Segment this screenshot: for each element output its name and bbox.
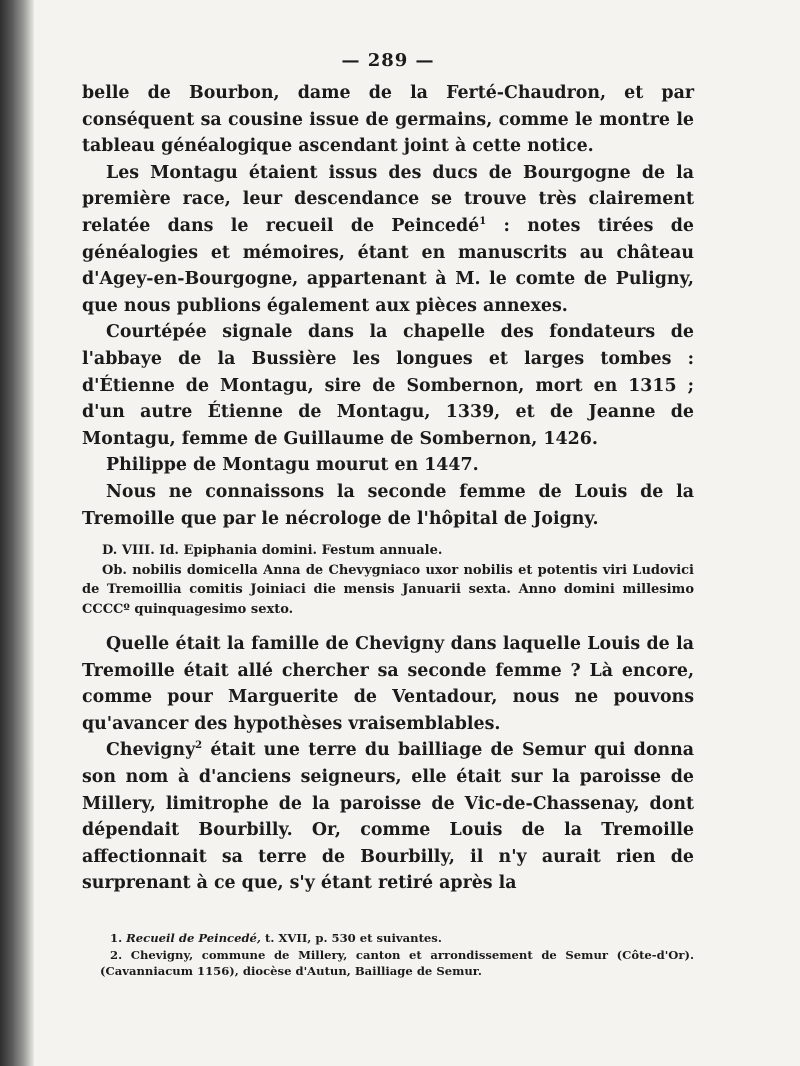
footnote-ref-2: 2 <box>195 740 203 752</box>
paragraph-2-rest: : notes tirées de généalogies et mémoires, étant en manuscrits au château d'Agey-en-Bourgogne, appartenant à M. le comte de Puligny, que nous publions également aux pièces annexes. <box>82 215 694 316</box>
paragraph-6: Quelle était la famille de Chevigny dans laquelle Louis de la Tremoille était allé chercher sa seconde femme ? Là encore, comme pour Marguerite de Ventadour, nous ne pouvons qu'avancer des hypothèses vraisemblables. <box>82 634 694 734</box>
paragraph-5: Nous ne connaissons la seconde femme de Louis de la Tremoille que par le nécrologe de l'hôpital de Joigny. <box>82 481 694 529</box>
paragraph-7-rest: était une terre du bailliage de Semur qui donna son nom à d'anciens seigneurs, elle était sur la paroisse de Millery, limitrophe de la paroisse de Vic-de-Chassenay, dont dépendait Bourbilly. Or, comme Louis de la Tremoille affectionnait sa terre de Bourbilly, il n'y aurait rien de surprenant à ce que, s'y étant retiré après la <box>82 740 694 894</box>
footnote-1-number: 1. <box>110 931 123 945</box>
page-body <box>82 48 694 897</box>
footnote-2-text: Chevigny, commune de Millery, canton et arrondissement de Semur (Côte-d'Or). (Cavanniacum 1156), diocèse d'Autun, Bailliage de Semur. <box>100 947 694 978</box>
paragraph-2 <box>82 160 694 320</box>
necrology-quote <box>82 541 694 619</box>
book-spine-shadow <box>0 0 34 1066</box>
paragraph-3: Courtépée signale dans la chapelle des fondateurs de l'abbaye de la Bussière les longues et larges tombes : d'Étienne de Montagu, sire de Sombernon, mort en 1315 ; d'un autre Étienne de Montagu, 1339, et de Jeanne de Montagu, femme de Guillaume de Sombernon, 1426. <box>82 322 694 449</box>
quote-line-1: D. VIII. Id. Epiphania domini. Festum annuale. <box>102 543 443 559</box>
paragraph-7-start: Chevigny <box>106 740 196 761</box>
footnote-1-title: Recueil de Peincedé, <box>126 931 261 945</box>
footnote-ref-1: 1 <box>479 216 487 228</box>
footnote-2 <box>100 947 694 980</box>
footnotes <box>100 930 694 980</box>
footnote-1 <box>100 930 694 947</box>
paragraph-4: Philippe de Montagu mourut en 1447. <box>106 455 479 476</box>
footnote-1-rest: t. XVII, p. 530 et suivantes. <box>260 931 442 945</box>
paragraph-2-text: Les Montagu étaient issus des ducs de Bourgogne de la première race, leur descendance se trouve très clairement relatée dans le recueil de Peincedé <box>82 162 694 236</box>
page-number: — 289 — <box>341 50 435 71</box>
footnote-2-number: 2. <box>110 947 123 962</box>
paragraph-7 <box>82 737 694 897</box>
quote-line-2: Ob. nobilis domicella Anna de Chevygniaco uxor nobilis et potentis viri Ludovici de Tremoillia comitis Joiniaci die mensis Januarii sexta. Anno domini millesimo CCCCº quinquagesimo sexto. <box>82 562 694 617</box>
paragraph-1: belle de Bourbon, dame de la Ferté-Chaudron, et par conséquent sa cousine issue de germains, comme le montre le tableau généalogique ascendant joint à cette notice. <box>82 83 694 157</box>
